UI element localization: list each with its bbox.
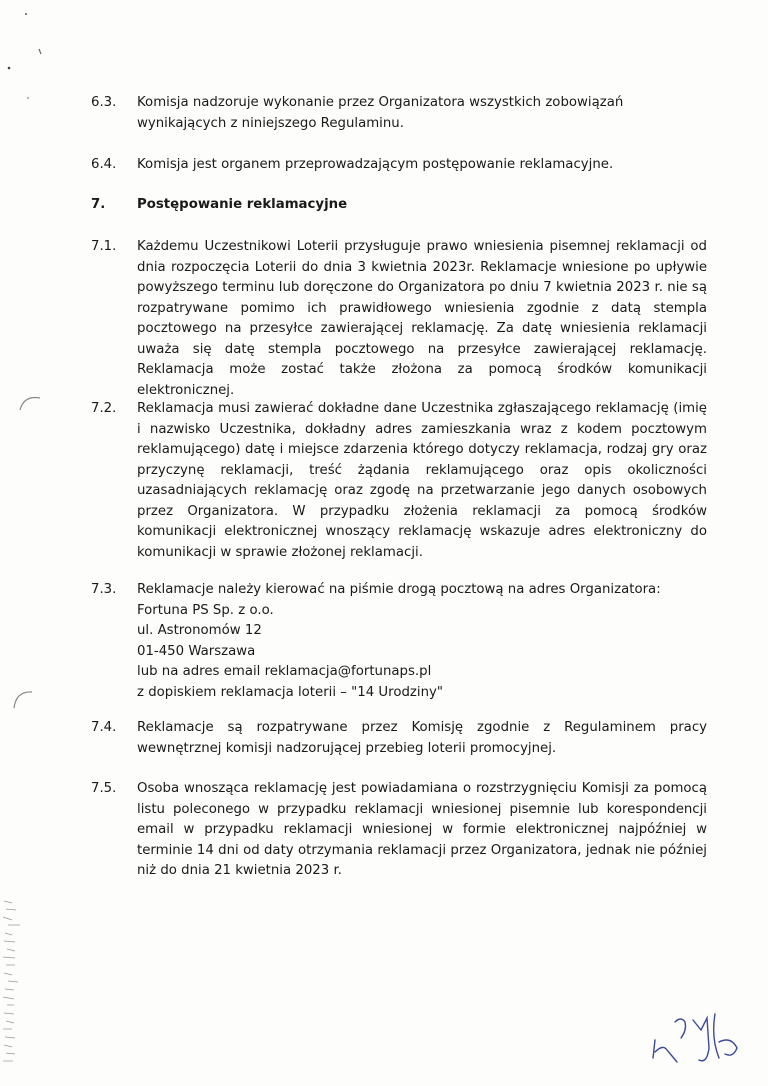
section-number: 7.4. xyxy=(91,720,117,735)
company-name: Fortuna PS Sp. z o.o. xyxy=(137,602,274,618)
postal-city: 01-450 Warszawa xyxy=(137,643,256,659)
scan-artifact-top-left xyxy=(0,0,50,110)
section-number: 7. xyxy=(91,197,106,212)
email-line: lub na adres email reklamacja@fortunaps.pl xyxy=(137,664,432,679)
section-heading: Postępowanie reklamacyjne xyxy=(137,197,348,212)
section-text: Reklamacje są rozpatrywane przez Komisję zgodnie z Regulaminem pracy wewnętrznej komisji nadzorującej przebieg loterii promocyjnej. xyxy=(137,720,707,756)
address-intro: Reklamacje należy kierować na piśmie drogą pocztową na adres Organizatora: xyxy=(137,582,661,597)
section-number: 6.3. xyxy=(91,95,117,110)
section-7-4 xyxy=(91,718,707,759)
subject-note: z dopiskiem reklamacja loterii – "14 Urodziny" xyxy=(137,684,443,700)
section-text: Każdemu Uczestnikowi Loterii przysługuje prawo wniesienia pisemnej reklamacji od dnia rozpoczęcia Loterii do dnia 3 kwietnia 2023r. Reklamacje wniesione po upływie powyższego terminu lub doręczone do Organizatora po dniu 7 kwietnia 2023 r. nie są rozpatrywane pomimo ich prawidłowego wniesienia zgodnie z datą stempla pocztowego na przesyłce zawierającej reklamację. Za datę wniesienia reklamacji uważa się datę stempla pocztowego na przesyłce zawierającej reklamację. Reklamacja może zostać także złożona za pomocą środków komunikacji elektronicznej. xyxy=(137,239,707,398)
section-number: 7.2. xyxy=(91,401,117,416)
section-number: 7.3. xyxy=(91,582,117,597)
binding-edge-marks xyxy=(0,895,30,1075)
section-text: Osoba wnosząca reklamację jest powiadamiana o rozstrzygnięciu Komisji za pomocą listu poleconego w przypadku reklamacji wniesionej pisemnie lub korespondencji email w przypadku reklamacji wniesionej w formie elektronicznej najpóźniej w terminie 14 dni od daty otrzymania reklamacji przez Organizatora, jednak nie później niż do dnia 21 kwietnia 2023 r. xyxy=(137,781,707,878)
section-7-2 xyxy=(91,399,707,563)
punch-hole-mark-lower xyxy=(10,686,40,712)
section-7-5 xyxy=(91,779,707,882)
section-text: Reklamacja musi zawierać dokładne dane Uczestnika zgłaszającego reklamację (imię i nazwisko Uczestnika, dokładny adres zamieszkania wraz z kodem pocztowym reklamującego) datę i miejsce zdarzenia którego dotyczy reklamacja, rodzaj gry oraz przyczynę reklamacji, treść żądania reklamującego oraz opis okoliczności uzasadniających reklamację oraz zgodę na przetwarzanie jego danych osobowych przez Organizatora. W przypadku złożenia reklamacji za pomocą środków komunikacji elektronicznej wnoszący reklamację wskazuje adres elektroniczny do komunikacji w sprawie złożonej reklamacji. xyxy=(137,401,707,560)
section-7-1 xyxy=(91,237,707,401)
section-text: Komisja nadzoruje wykonanie przez Organizatora wszystkich zobowiązań wynikających z niniejszego Regulaminu. xyxy=(137,95,624,131)
organizer-address xyxy=(137,580,707,703)
section-number: 7.5. xyxy=(91,781,117,796)
section-text: Komisja jest organem przeprowadzającym postępowanie reklamacyjne. xyxy=(137,157,614,172)
section-7-3 xyxy=(91,580,707,703)
signature-initials xyxy=(641,1008,746,1068)
section-6-4 xyxy=(91,155,707,176)
section-number: 6.4. xyxy=(91,157,117,172)
street-address: ul. Astronomów 12 xyxy=(137,623,262,638)
section-7-heading xyxy=(91,195,707,216)
punch-hole-mark-upper xyxy=(16,392,46,414)
section-number: 7.1. xyxy=(91,239,117,254)
section-6-3 xyxy=(91,93,707,134)
